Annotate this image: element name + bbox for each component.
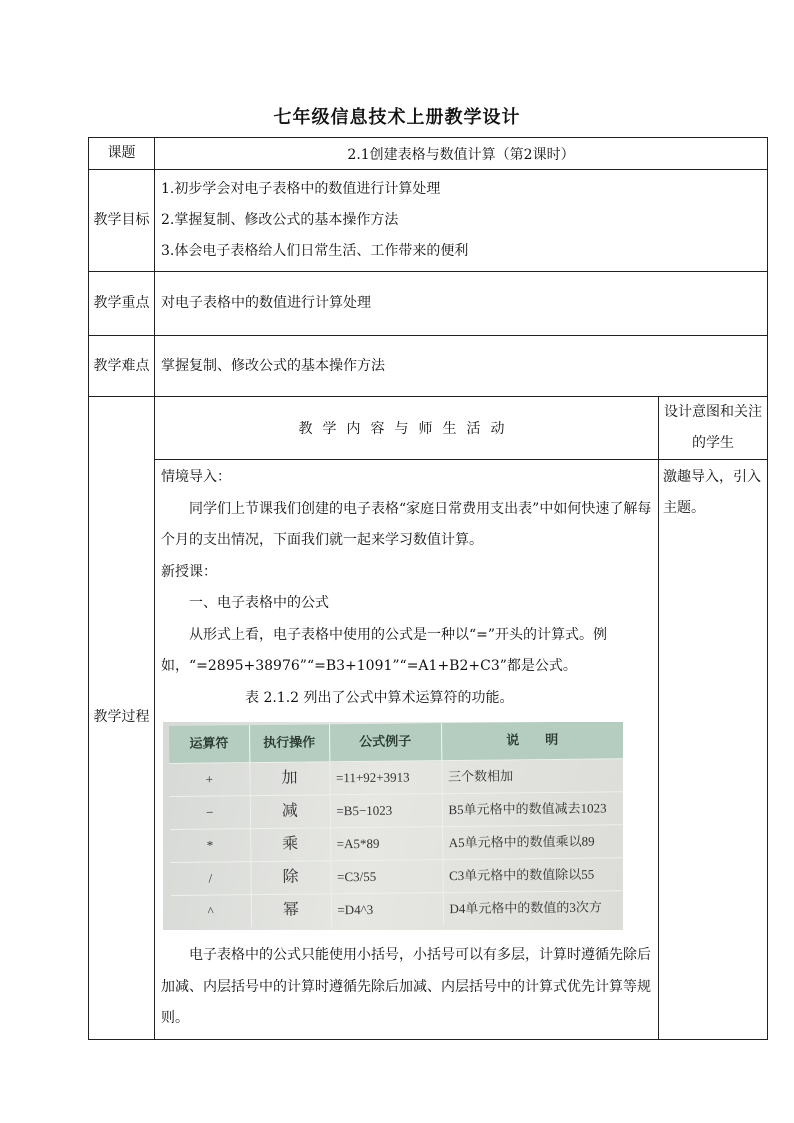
operator-description: B5单元格中的数值减去1023 [442, 792, 623, 827]
goals-list [155, 170, 768, 272]
document-title: 七年级信息技术上册教学设计 [273, 107, 521, 128]
operator-description: 三个数相加 [441, 759, 623, 794]
operator-operation: 幂 [251, 894, 331, 927]
operator-symbol: / [170, 862, 250, 896]
new-lesson-heading: 新授课： [161, 563, 217, 580]
operator-table-photo [163, 722, 623, 930]
difficulty-label: 教学难点 [89, 336, 155, 397]
lesson-plan-table [88, 137, 768, 1040]
process-content [155, 460, 659, 1040]
topic-label: 课题 [89, 138, 155, 170]
operator-operation: 加 [249, 762, 329, 796]
formula-intro: 从形式上看，电子表格中使用的公式是一种以“=”开头的计算式。例如，“=2895+38976”“=B3+1091”“=A1+B2+C3”都是公式。 [161, 626, 608, 674]
operator-example: =C3/55 [330, 860, 442, 894]
topic-value: 2.1创建表格与数值计算（第2课时） [155, 138, 768, 170]
operator-operation: 除 [250, 861, 330, 895]
difficulty-value: 掌握复制、修改公式的基本操作方法 [155, 336, 768, 397]
operator-description: A5单元格中的数值乘以89 [442, 825, 623, 860]
intro-text: 同学们上节课我们创建的电子表格“家庭日常费用支出表”中如何快速了解每个月的支出情况，下面我们就一起来学习数值计算。 [161, 500, 652, 548]
operator-operation: 乘 [250, 828, 330, 862]
goal-item: 3.体会电子表格给人们日常生活、工作带来的便利 [161, 243, 469, 259]
section-heading: 一、电子表格中的公式 [189, 595, 329, 611]
operator-row [169, 759, 623, 797]
operator-example: =11+92+3913 [329, 761, 441, 795]
table-reference: 表 2.1.2 列出了公式中算术运算符的功能。 [245, 689, 514, 706]
operator-operation: 减 [250, 795, 330, 829]
operator-row [170, 792, 623, 830]
content-heading: 教学内容与师生活动 [155, 397, 659, 460]
operator-row [171, 891, 623, 928]
goals-row [89, 170, 768, 272]
operator-example: =B5−1023 [330, 794, 442, 828]
intro-heading: 情境导入： [161, 469, 231, 485]
process-label: 教学过程 [89, 397, 155, 1040]
operator-description: D4单元格中的数值的3次方 [443, 891, 623, 925]
operator-symbol: * [170, 829, 250, 863]
header-example: 公式例子 [329, 723, 441, 762]
focus-label: 教学重点 [89, 272, 155, 336]
operator-row [170, 858, 623, 896]
focus-value: 对电子表格中的数值进行计算处理 [155, 272, 768, 336]
difficulty-row [89, 336, 768, 397]
operator-header-row [169, 722, 623, 763]
goals-label: 教学目标 [89, 170, 155, 272]
goal-item: 2.掌握复制、修改公式的基本操作方法 [161, 212, 399, 228]
design-intent: 激趣导入，引入主题。 [659, 460, 768, 1040]
operator-symbol: + [169, 763, 249, 797]
process-header-row [89, 397, 768, 460]
focus-row [89, 272, 768, 336]
header-description: 说 明 [441, 722, 623, 761]
intent-heading: 设计意图和关注的学生 [659, 397, 768, 460]
operator-description: C3单元格中的数值除以55 [442, 858, 623, 893]
operator-example: =A5*89 [330, 827, 442, 861]
topic-row [89, 138, 768, 170]
header-operator: 运算符 [169, 725, 249, 763]
operator-table [169, 722, 623, 928]
header-operation: 执行操作 [249, 724, 329, 762]
process-body-row [89, 460, 768, 1040]
operator-example: =D4^3 [331, 893, 443, 927]
goal-item: 1.初步学会对电子表格中的数值进行计算处理 [161, 181, 441, 197]
closing-text: 电子表格中的公式只能使用小括号，小括号可以有多层，计算时遵循先除后加减、内层括号中的计算时遵循先除后加减、内层括号中的计算式优先计算等规则。 [161, 947, 651, 1026]
operator-symbol: ^ [171, 895, 251, 928]
operator-row [170, 825, 623, 863]
operator-symbol: − [170, 796, 250, 830]
